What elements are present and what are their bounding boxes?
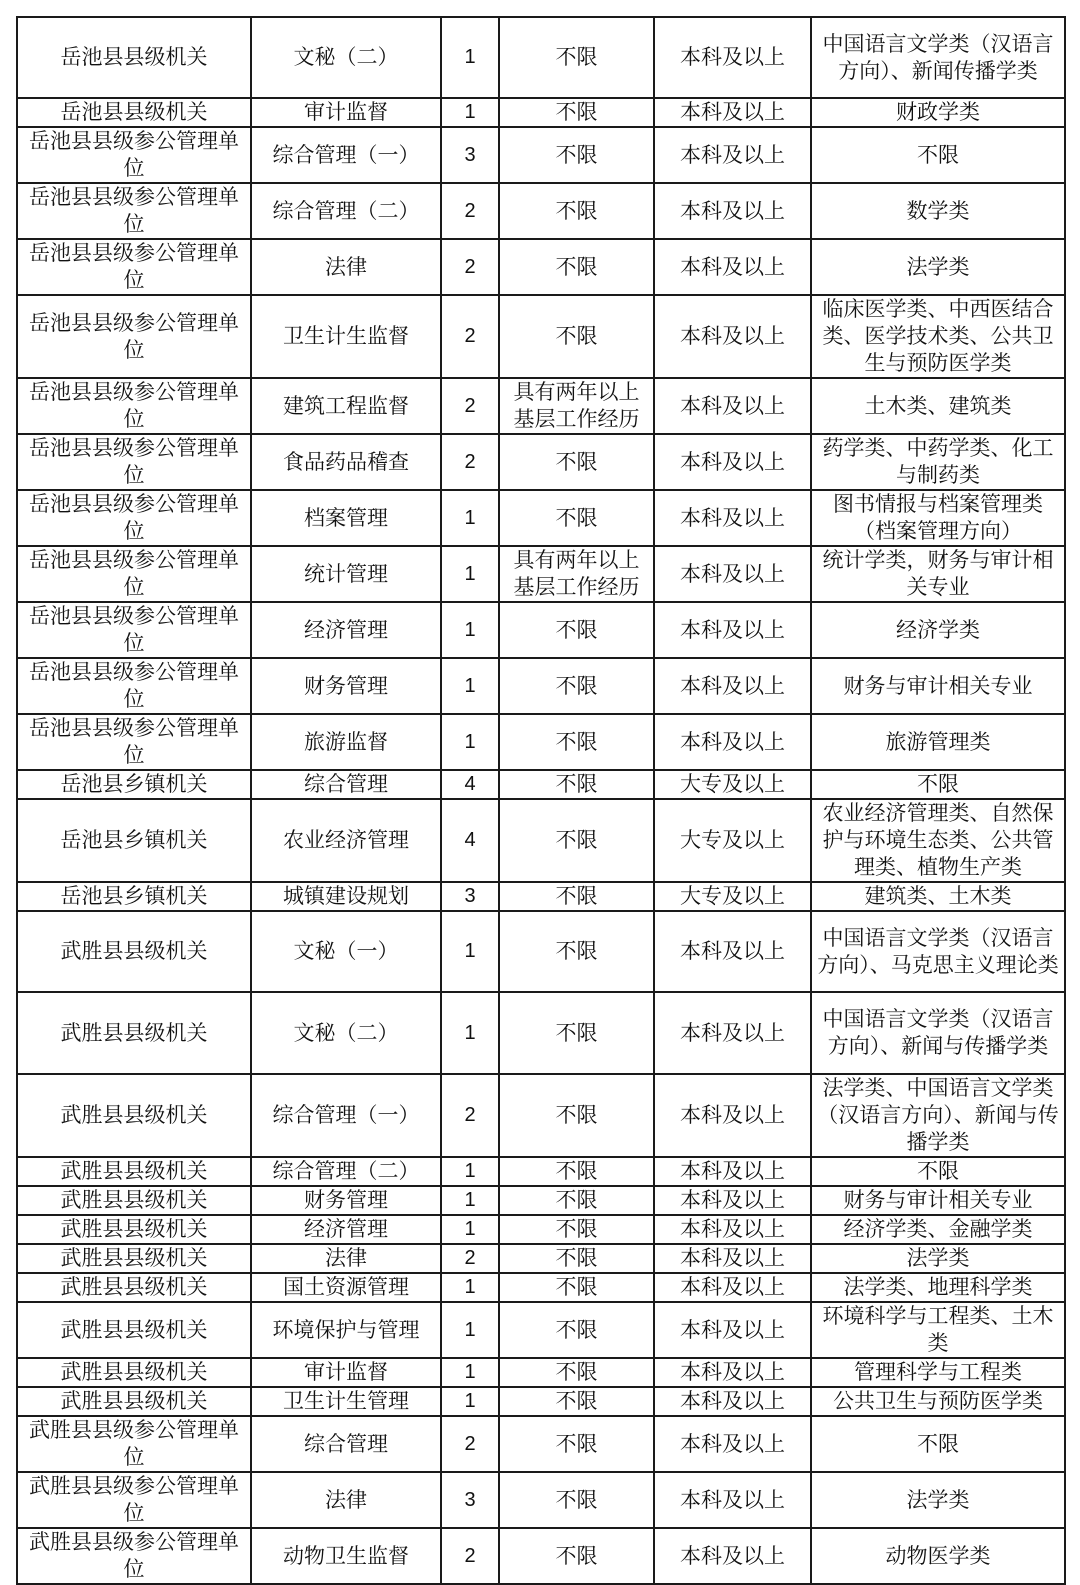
unit-cell: 岳池县县级机关 bbox=[17, 98, 251, 127]
requirement-cell: 不限 bbox=[499, 183, 654, 239]
major-cell: 临床医学类、中西医结合类、医学技术类、公共卫生与预防医学类 bbox=[811, 295, 1065, 378]
count-cell: 4 bbox=[441, 770, 499, 799]
major-cell: 管理科学与工程类 bbox=[811, 1358, 1065, 1387]
education-cell: 本科及以上 bbox=[654, 1215, 811, 1244]
table-row bbox=[17, 714, 1065, 770]
count-cell: 3 bbox=[441, 127, 499, 183]
table-row bbox=[17, 546, 1065, 602]
requirement-cell: 不限 bbox=[499, 1074, 654, 1157]
count-cell: 1 bbox=[441, 1186, 499, 1215]
requirement-cell: 不限 bbox=[499, 658, 654, 714]
unit-cell: 武胜县县级机关 bbox=[17, 1302, 251, 1358]
education-cell: 本科及以上 bbox=[654, 1358, 811, 1387]
position-cell: 法律 bbox=[251, 1472, 441, 1528]
unit-cell: 武胜县县级机关 bbox=[17, 1244, 251, 1273]
major-cell: 图书情报与档案管理类（档案管理方向） bbox=[811, 490, 1065, 546]
count-cell: 1 bbox=[441, 911, 499, 992]
position-cell: 法律 bbox=[251, 239, 441, 295]
position-cell: 财务管理 bbox=[251, 1186, 441, 1215]
education-cell: 本科及以上 bbox=[654, 992, 811, 1074]
count-cell: 1 bbox=[441, 98, 499, 127]
table-row bbox=[17, 127, 1065, 183]
table-row bbox=[17, 1528, 1065, 1584]
major-cell: 动物医学类 bbox=[811, 1528, 1065, 1584]
education-cell: 本科及以上 bbox=[654, 183, 811, 239]
education-cell: 本科及以上 bbox=[654, 1273, 811, 1302]
count-cell: 2 bbox=[441, 239, 499, 295]
requirement-cell: 不限 bbox=[499, 1157, 654, 1186]
position-cell: 动物卫生监督 bbox=[251, 1528, 441, 1584]
education-cell: 本科及以上 bbox=[654, 911, 811, 992]
education-cell: 本科及以上 bbox=[654, 1528, 811, 1584]
major-cell: 不限 bbox=[811, 1416, 1065, 1472]
major-cell: 法学类 bbox=[811, 1472, 1065, 1528]
unit-cell: 武胜县县级参公管理单位 bbox=[17, 1528, 251, 1584]
position-cell: 档案管理 bbox=[251, 490, 441, 546]
requirement-cell: 不限 bbox=[499, 295, 654, 378]
major-cell: 中国语言文学类（汉语言方向）、新闻与传播学类 bbox=[811, 992, 1065, 1074]
unit-cell: 武胜县县级参公管理单位 bbox=[17, 1472, 251, 1528]
requirement-cell: 不限 bbox=[499, 799, 654, 882]
major-cell: 建筑类、土木类 bbox=[811, 882, 1065, 911]
unit-cell: 岳池县县级参公管理单位 bbox=[17, 183, 251, 239]
requirement-cell: 不限 bbox=[499, 490, 654, 546]
table-body bbox=[17, 17, 1065, 1584]
education-cell: 大专及以上 bbox=[654, 882, 811, 911]
table-row bbox=[17, 1273, 1065, 1302]
position-cell: 财务管理 bbox=[251, 658, 441, 714]
major-cell: 统计学类，财务与审计相关专业 bbox=[811, 546, 1065, 602]
education-cell: 本科及以上 bbox=[654, 490, 811, 546]
table-row bbox=[17, 1244, 1065, 1273]
requirement-cell: 不限 bbox=[499, 239, 654, 295]
table-row bbox=[17, 1157, 1065, 1186]
requirement-cell: 不限 bbox=[499, 1416, 654, 1472]
unit-cell: 武胜县县级机关 bbox=[17, 1186, 251, 1215]
major-cell: 数学类 bbox=[811, 183, 1065, 239]
table-row bbox=[17, 1387, 1065, 1416]
position-cell: 食品药品稽查 bbox=[251, 434, 441, 490]
unit-cell: 武胜县县级机关 bbox=[17, 1074, 251, 1157]
education-cell: 本科及以上 bbox=[654, 1472, 811, 1528]
position-cell: 卫生计生管理 bbox=[251, 1387, 441, 1416]
major-cell: 财政学类 bbox=[811, 98, 1065, 127]
position-cell: 文秘（二） bbox=[251, 992, 441, 1074]
unit-cell: 岳池县县级参公管理单位 bbox=[17, 490, 251, 546]
count-cell: 2 bbox=[441, 1244, 499, 1273]
unit-cell: 岳池县县级参公管理单位 bbox=[17, 546, 251, 602]
position-cell: 环境保护与管理 bbox=[251, 1302, 441, 1358]
position-cell: 农业经济管理 bbox=[251, 799, 441, 882]
table-row bbox=[17, 490, 1065, 546]
count-cell: 2 bbox=[441, 183, 499, 239]
count-cell: 1 bbox=[441, 1387, 499, 1416]
count-cell: 2 bbox=[441, 1074, 499, 1157]
requirement-cell: 具有两年以上基层工作经历 bbox=[499, 546, 654, 602]
table-row bbox=[17, 911, 1065, 992]
education-cell: 本科及以上 bbox=[654, 602, 811, 658]
unit-cell: 岳池县县级参公管理单位 bbox=[17, 378, 251, 434]
major-cell: 不限 bbox=[811, 127, 1065, 183]
unit-cell: 武胜县县级机关 bbox=[17, 1358, 251, 1387]
position-cell: 综合管理 bbox=[251, 770, 441, 799]
education-cell: 本科及以上 bbox=[654, 714, 811, 770]
unit-cell: 岳池县乡镇机关 bbox=[17, 882, 251, 911]
table-row bbox=[17, 295, 1065, 378]
requirement-cell: 不限 bbox=[499, 98, 654, 127]
education-cell: 本科及以上 bbox=[654, 239, 811, 295]
position-cell: 文秘（一） bbox=[251, 911, 441, 992]
requirement-cell: 不限 bbox=[499, 1472, 654, 1528]
position-cell: 综合管理（二） bbox=[251, 183, 441, 239]
count-cell: 3 bbox=[441, 882, 499, 911]
requirement-cell: 不限 bbox=[499, 1528, 654, 1584]
requirement-cell: 不限 bbox=[499, 882, 654, 911]
major-cell: 财务与审计相关专业 bbox=[811, 658, 1065, 714]
unit-cell: 武胜县县级机关 bbox=[17, 1157, 251, 1186]
unit-cell: 岳池县县级参公管理单位 bbox=[17, 239, 251, 295]
table-row bbox=[17, 98, 1065, 127]
unit-cell: 岳池县县级参公管理单位 bbox=[17, 127, 251, 183]
education-cell: 本科及以上 bbox=[654, 1416, 811, 1472]
unit-cell: 武胜县县级机关 bbox=[17, 911, 251, 992]
requirement-cell: 不限 bbox=[499, 602, 654, 658]
requirement-cell: 不限 bbox=[499, 770, 654, 799]
table-row bbox=[17, 799, 1065, 882]
education-cell: 本科及以上 bbox=[654, 1302, 811, 1358]
count-cell: 2 bbox=[441, 378, 499, 434]
requirement-cell: 不限 bbox=[499, 911, 654, 992]
requirement-cell: 不限 bbox=[499, 17, 654, 98]
education-cell: 本科及以上 bbox=[654, 1244, 811, 1273]
major-cell: 环境科学与工程类、土木类 bbox=[811, 1302, 1065, 1358]
major-cell: 公共卫生与预防医学类 bbox=[811, 1387, 1065, 1416]
table-row bbox=[17, 882, 1065, 911]
count-cell: 1 bbox=[441, 490, 499, 546]
major-cell: 中国语言文学类（汉语言方向）、马克思主义理论类 bbox=[811, 911, 1065, 992]
major-cell: 经济学类 bbox=[811, 602, 1065, 658]
major-cell: 经济学类、金融学类 bbox=[811, 1215, 1065, 1244]
table-row bbox=[17, 1074, 1065, 1157]
requirement-cell: 不限 bbox=[499, 1244, 654, 1273]
education-cell: 本科及以上 bbox=[654, 1387, 811, 1416]
education-cell: 本科及以上 bbox=[654, 1186, 811, 1215]
count-cell: 3 bbox=[441, 1472, 499, 1528]
table-row bbox=[17, 239, 1065, 295]
position-cell: 旅游监督 bbox=[251, 714, 441, 770]
requirement-cell: 不限 bbox=[499, 992, 654, 1074]
unit-cell: 岳池县县级参公管理单位 bbox=[17, 602, 251, 658]
unit-cell: 武胜县县级机关 bbox=[17, 992, 251, 1074]
position-cell: 综合管理（一） bbox=[251, 127, 441, 183]
unit-cell: 武胜县县级参公管理单位 bbox=[17, 1416, 251, 1472]
unit-cell: 岳池县县级机关 bbox=[17, 17, 251, 98]
unit-cell: 武胜县县级机关 bbox=[17, 1215, 251, 1244]
requirement-cell: 不限 bbox=[499, 714, 654, 770]
major-cell: 不限 bbox=[811, 1157, 1065, 1186]
table-row bbox=[17, 770, 1065, 799]
requirement-cell: 不限 bbox=[499, 1273, 654, 1302]
count-cell: 1 bbox=[441, 1215, 499, 1244]
major-cell: 法学类 bbox=[811, 239, 1065, 295]
position-cell: 经济管理 bbox=[251, 1215, 441, 1244]
count-cell: 4 bbox=[441, 799, 499, 882]
position-cell: 审计监督 bbox=[251, 98, 441, 127]
count-cell: 1 bbox=[441, 1273, 499, 1302]
education-cell: 本科及以上 bbox=[654, 658, 811, 714]
major-cell: 不限 bbox=[811, 770, 1065, 799]
unit-cell: 岳池县县级参公管理单位 bbox=[17, 295, 251, 378]
count-cell: 1 bbox=[441, 602, 499, 658]
education-cell: 大专及以上 bbox=[654, 770, 811, 799]
education-cell: 本科及以上 bbox=[654, 98, 811, 127]
position-cell: 法律 bbox=[251, 1244, 441, 1273]
count-cell: 2 bbox=[441, 434, 499, 490]
count-cell: 1 bbox=[441, 17, 499, 98]
position-cell: 统计管理 bbox=[251, 546, 441, 602]
table-row bbox=[17, 1358, 1065, 1387]
count-cell: 1 bbox=[441, 1157, 499, 1186]
major-cell: 旅游管理类 bbox=[811, 714, 1065, 770]
requirement-cell: 不限 bbox=[499, 127, 654, 183]
count-cell: 2 bbox=[441, 1528, 499, 1584]
count-cell: 1 bbox=[441, 714, 499, 770]
unit-cell: 岳池县乡镇机关 bbox=[17, 799, 251, 882]
position-cell: 国土资源管理 bbox=[251, 1273, 441, 1302]
position-cell: 文秘（二） bbox=[251, 17, 441, 98]
position-cell: 综合管理（二） bbox=[251, 1157, 441, 1186]
education-cell: 大专及以上 bbox=[654, 799, 811, 882]
requirement-cell: 不限 bbox=[499, 1358, 654, 1387]
position-cell: 综合管理（一） bbox=[251, 1074, 441, 1157]
requirement-cell: 不限 bbox=[499, 434, 654, 490]
position-cell: 经济管理 bbox=[251, 602, 441, 658]
table-row bbox=[17, 602, 1065, 658]
count-cell: 1 bbox=[441, 1302, 499, 1358]
unit-cell: 武胜县县级机关 bbox=[17, 1273, 251, 1302]
education-cell: 本科及以上 bbox=[654, 295, 811, 378]
position-cell: 审计监督 bbox=[251, 1358, 441, 1387]
major-cell: 农业经济管理类、自然保护与环境生态类、公共管理类、植物生产类 bbox=[811, 799, 1065, 882]
education-cell: 本科及以上 bbox=[654, 17, 811, 98]
major-cell: 中国语言文学类（汉语言方向）、新闻传播学类 bbox=[811, 17, 1065, 98]
count-cell: 1 bbox=[441, 1358, 499, 1387]
table-row bbox=[17, 1302, 1065, 1358]
table-row bbox=[17, 1215, 1065, 1244]
table-row bbox=[17, 183, 1065, 239]
education-cell: 本科及以上 bbox=[654, 434, 811, 490]
major-cell: 土木类、建筑类 bbox=[811, 378, 1065, 434]
count-cell: 1 bbox=[441, 658, 499, 714]
position-cell: 卫生计生监督 bbox=[251, 295, 441, 378]
education-cell: 本科及以上 bbox=[654, 1074, 811, 1157]
table-row bbox=[17, 17, 1065, 98]
major-cell: 法学类、地理科学类 bbox=[811, 1273, 1065, 1302]
table-row bbox=[17, 1472, 1065, 1528]
table-row bbox=[17, 434, 1065, 490]
major-cell: 财务与审计相关专业 bbox=[811, 1186, 1065, 1215]
requirement-cell: 不限 bbox=[499, 1387, 654, 1416]
major-cell: 法学类 bbox=[811, 1244, 1065, 1273]
education-cell: 本科及以上 bbox=[654, 378, 811, 434]
requirement-cell: 不限 bbox=[499, 1215, 654, 1244]
position-cell: 城镇建设规划 bbox=[251, 882, 441, 911]
unit-cell: 岳池县县级参公管理单位 bbox=[17, 714, 251, 770]
table-row bbox=[17, 658, 1065, 714]
requirement-cell: 具有两年以上基层工作经历 bbox=[499, 378, 654, 434]
unit-cell: 岳池县县级参公管理单位 bbox=[17, 434, 251, 490]
unit-cell: 武胜县县级机关 bbox=[17, 1387, 251, 1416]
unit-cell: 岳池县乡镇机关 bbox=[17, 770, 251, 799]
count-cell: 2 bbox=[441, 1416, 499, 1472]
count-cell: 1 bbox=[441, 546, 499, 602]
education-cell: 本科及以上 bbox=[654, 1157, 811, 1186]
requirement-cell: 不限 bbox=[499, 1302, 654, 1358]
table-row bbox=[17, 992, 1065, 1074]
count-cell: 1 bbox=[441, 992, 499, 1074]
recruitment-table bbox=[16, 16, 1066, 1585]
count-cell: 2 bbox=[441, 295, 499, 378]
table-row bbox=[17, 1186, 1065, 1215]
table-row bbox=[17, 1416, 1065, 1472]
position-cell: 建筑工程监督 bbox=[251, 378, 441, 434]
unit-cell: 岳池县县级参公管理单位 bbox=[17, 658, 251, 714]
education-cell: 本科及以上 bbox=[654, 127, 811, 183]
requirement-cell: 不限 bbox=[499, 1186, 654, 1215]
education-cell: 本科及以上 bbox=[654, 546, 811, 602]
position-cell: 综合管理 bbox=[251, 1416, 441, 1472]
major-cell: 法学类、中国语言文学类（汉语言方向）、新闻与传播学类 bbox=[811, 1074, 1065, 1157]
table-row bbox=[17, 378, 1065, 434]
major-cell: 药学类、中药学类、化工与制药类 bbox=[811, 434, 1065, 490]
